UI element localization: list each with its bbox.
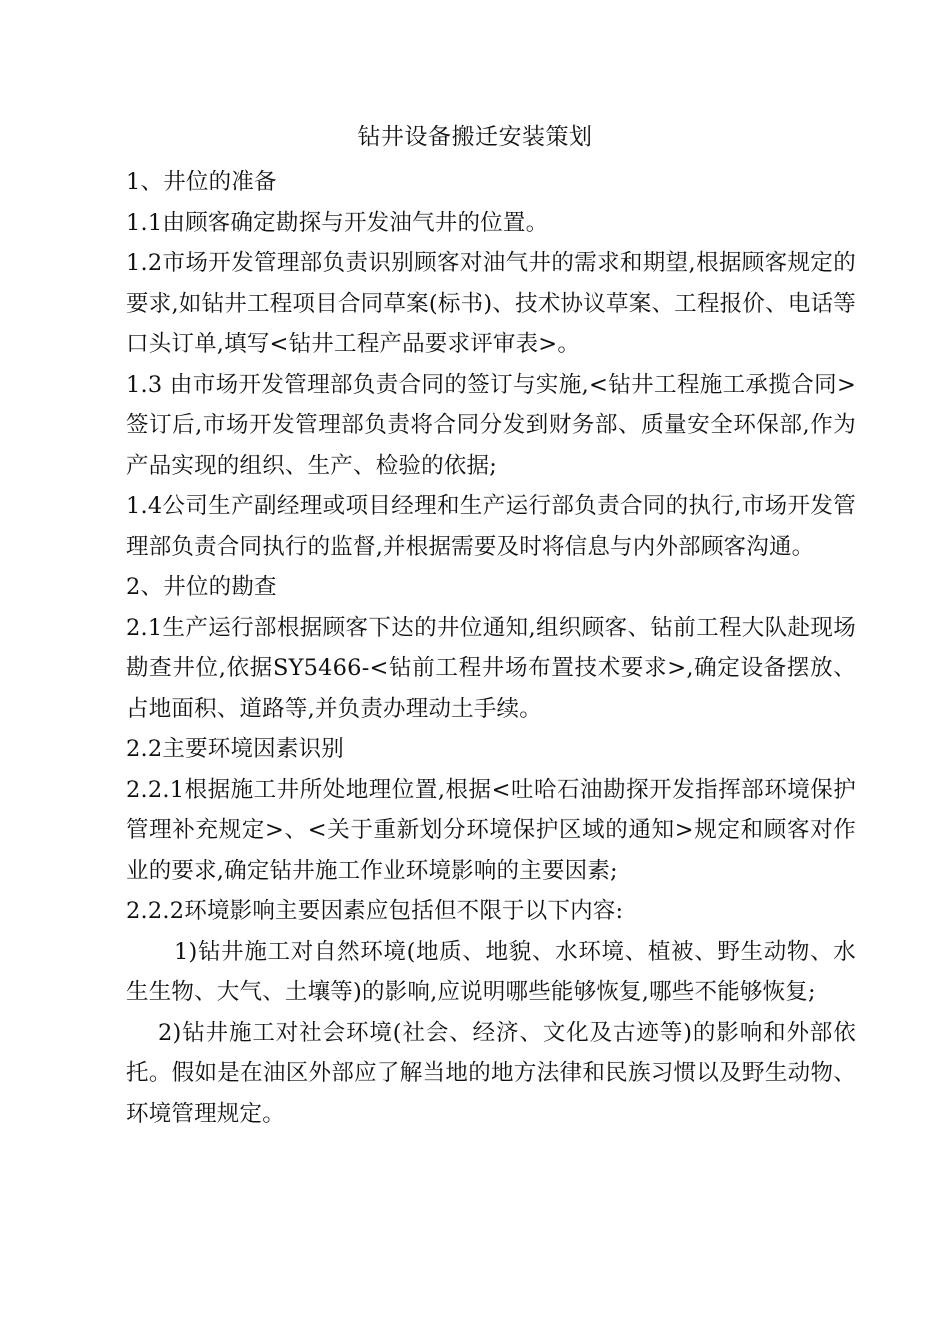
paragraph-1-2: 1.2市场开发管理部负责识别顾客对油气井的需求和期望,根据顾客规定的要求,如钻井工程项目合同草案(标书)、技术协议草案、工程报价、电话等口头订单,填写<钻井工程产品要求评审表>。 <box>126 250 856 357</box>
paragraph-1-3: 1.3 由市场开发管理部负责合同的签订与实施,<钻井工程施工承揽合同>签订后,市场开发管理部负责将合同分发到财务部、质量安全环保部,作为产品实现的组织、生产、检验的依据; <box>126 371 856 479</box>
paragraph-2-1: 2.1生产运行部根据顾客下达的井位通知,组织顾客、钻前工程大队赴现场勘查井位,依据SY5466-<钻前工程井场布置技术要求>,确定设备摆放、占地面积、道路等,并负责办理动土手续。 <box>126 614 856 722</box>
document-title: 钻井设备搬迁安装策划 <box>357 124 593 150</box>
section-heading-2: 2、井位的勘查 <box>126 574 277 600</box>
list-item-2: 2)钻井施工对社会环境(社会、经济、文化及古迹等)的影响和外部依托。假如是在油区外部应了解当地的地方法律和民族习惯以及野生动物、环境管理规定。 <box>126 1019 856 1127</box>
paragraph-2-2-1: 2.2.1根据施工井所处地理位置,根据<吐哈石油勘探开发指挥部环境保护管理补充规定>、<关于重新划分环境保护区域的通知>规定和顾客对作业的要求,确定钻井施工作业环境影响的主要因素; <box>126 776 856 884</box>
document-body <box>126 162 856 1134</box>
section-heading-1: 1、井位的准备 <box>126 169 277 195</box>
list-item-1: 1)钻井施工对自然环境(地质、地貌、水环境、植被、野生动物、水生生物、大气、土壤等)的影响,应说明哪些能够恢复,哪些不能够恢复; <box>126 938 856 1005</box>
paragraph-2-2: 2.2主要环境因素识别 <box>126 736 344 762</box>
paragraph-1-4: 1.4公司生产副经理或项目经理和生产运行部负责合同的执行,市场开发管理部负责合同执行的监督,并根据需要及时将信息与内外部顾客沟通。 <box>126 493 856 560</box>
paragraph-1-1: 1.1由顾客确定勘探与开发油气井的位置。 <box>126 209 549 236</box>
paragraph-2-2-2: 2.2.2环境影响主要因素应包括但不限于以下内容: <box>126 898 624 924</box>
